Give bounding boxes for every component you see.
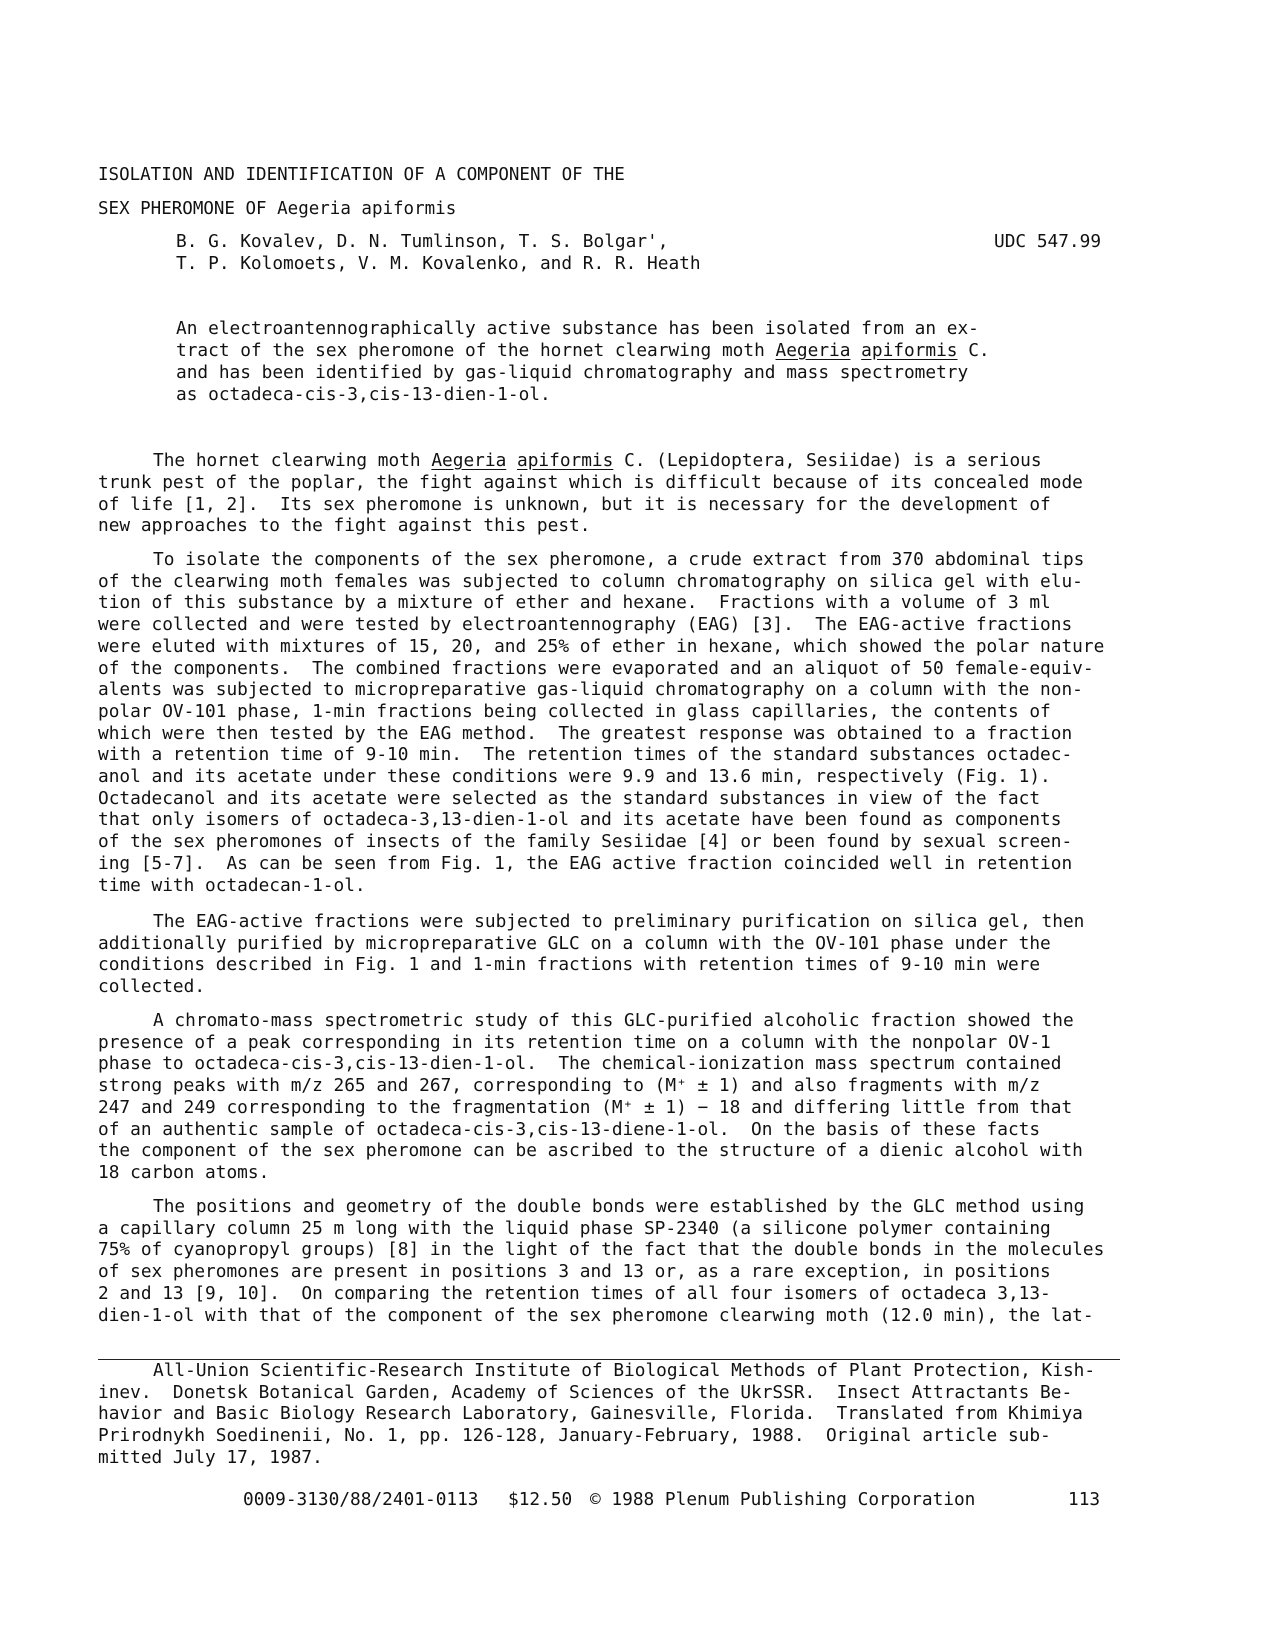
udc-code: UDC 547.99 bbox=[994, 231, 1102, 252]
paragraph-1-line-3: of life [1, 2]. Its sex pheromone is unknown, but it is necessary for the development of bbox=[98, 494, 1051, 515]
title-species-name: Aegeria apiformis bbox=[277, 199, 457, 219]
paragraph-1-line-4: new approaches to the fight against this pest. bbox=[98, 515, 591, 536]
paragraph-2: To isolate the components of the sex pheromone, a crude extract from 370 abdominal tips of the clearwing moth females was subjected to column chromatography on silica gel with elu- tion of this substance by a mixture of ether and hexane. Fractions with a volume of 3 ml were collected and were tested by electroantennography (EAG) [3]. The EAG-active fractions were eluted with mixtures of 15, 20, and 25% of ether in hexane, which showed the polar nature of the components. The combined fractions were evaporated and an aliquot of 50 female-equiv- alents was subjected to micropreparative gas-liquid chromatography on a column with the non- polar OV-101 phase, 1-min fractions being collected in glass capillaries, the contents of which were then tested by the EAG method. The greatest response was obtained to a fraction with a retention time of 9-10 min. The retention times of the standard substances octadec- anol and its acetate under these conditions were 9.9 and 13.6 min, respectively (Fig. 1). Octadecanol and its acetate were selected as the standard substances in view of the fact that only isomers of octadeca-3,13-dien-1-ol and its acetate have been found as components of the sex pheromones of insects of the family Sesiidae [4] or been found by sexual screen- ing [5-7]. As can be seen from Fig. 1, the EAG active fraction coincided well in retention time with octadecan-1-ol. bbox=[98, 549, 1105, 896]
genus-name: Aegeria bbox=[431, 450, 507, 471]
space bbox=[850, 340, 861, 361]
paragraph-1-line-2: trunk pest of the poplar, the fight against which is difficult because of its concealed mode bbox=[98, 472, 1083, 493]
abstract-line-3: and has been identified by gas-liquid chromatography and mass spectrometry bbox=[176, 362, 969, 383]
space bbox=[506, 450, 517, 471]
abstract-line-1: An electroantennographically active substance has been isolated from an ex- bbox=[176, 318, 979, 339]
abstract-line-2 bbox=[176, 340, 990, 363]
article-title-line-1: ISOLATION AND IDENTIFICATION OF A COMPONENT OF THE bbox=[98, 165, 625, 185]
paragraph-5: The positions and geometry of the double bonds were established by the GLC method using a capillary column 25 m long with the liquid phase SP-2340 (a silicone polymer containing 75% of cyanopropyl groups) [8] in the light of the fact that the double bonds in the molecules of sex pheromones are present in positions 3 and 13 or, as a rare exception, in positions 2 and 13 [9, 10]. On comparing the retention times of all four isomers of octadeca 3,13- dien-1-ol with that of the component of the sex pheromone clearwing moth (12.0 min), the lat- bbox=[98, 1196, 1105, 1326]
footnote-affiliations: All-Union Scientific-Research Institute of Biological Methods of Plant Protection, Kish- inev. Donetsk Botanical Garden, Academy of Sciences of the UkrSSR. Insect Attractants Be- havior and Basic Biology Research Laboratory, Gainesville, Florida. Translated from Khimiya Prirodnykh Soedinenii, No. 1, pp. 126-128, January-February, 1988. Original article sub- mitted July 17, 1987. bbox=[98, 1360, 1096, 1468]
article-title-line-2 bbox=[98, 198, 456, 221]
authors-line-2: T. P. Kolomoets, V. M. Kovalenko, and R. R. Heath bbox=[176, 253, 701, 274]
paragraph-1-line-1 bbox=[153, 450, 1042, 473]
body-text: C. (Lepidoptera, Sesiidae) is a serious bbox=[613, 450, 1042, 471]
abstract-text: tract of the sex pheromone of the hornet clearwing moth bbox=[176, 340, 776, 361]
authors-line-1: B. G. Kovalev, D. N. Tumlinson, T. S. Bolgar', bbox=[176, 231, 669, 252]
paragraph-3: The EAG-active fractions were subjected to preliminary purification on silica gel, then additionally purified by micropreparative GLC on a column with the OV-101 phase under the conditions described in Fig. 1 and 1-min fractions with retention times of 9-10 min were collected. bbox=[98, 911, 1085, 998]
footer-issn-code: 0009-3130/88/2401-0113 bbox=[243, 1489, 479, 1510]
footer-price: $12.50 bbox=[508, 1489, 573, 1510]
species-name: apiformis bbox=[517, 450, 614, 471]
title-prefix: SEX PHEROMONE OF bbox=[98, 199, 278, 219]
abstract-text: C. bbox=[957, 340, 990, 361]
footer-copyright: © 1988 Plenum Publishing Corporation bbox=[590, 1489, 976, 1510]
page-number: 113 bbox=[1068, 1489, 1101, 1510]
paragraph-4: A chromato-mass spectrometric study of this GLC-purified alcoholic fraction showed the presence of a peak corresponding in its retention time on a column with the nonpolar OV-1 phase to octadeca-cis-3,cis-13-dien-1-ol. The chemical-ionization mass spectrum contained strong peaks with m/z 265 and 267, corresponding to (M⁺ ± 1) and also fragments with m/z 247 and 249 corresponding to the fragmentation (M⁺ ± 1) − 18 and differing little from that of an authentic sample of octadeca-cis-3,cis-13-diene-1-ol. On the basis of these facts the component of the sex pheromone can be ascribed to the structure of a dienic alcohol with 18 carbon atoms. bbox=[98, 1010, 1083, 1183]
genus-name: Aegeria bbox=[775, 340, 851, 361]
body-text: The hornet clearwing moth bbox=[153, 450, 432, 471]
species-name: apiformis bbox=[861, 340, 958, 361]
abstract-line-4: as octadeca-cis-3,cis-13-dien-1-ol. bbox=[176, 384, 551, 405]
